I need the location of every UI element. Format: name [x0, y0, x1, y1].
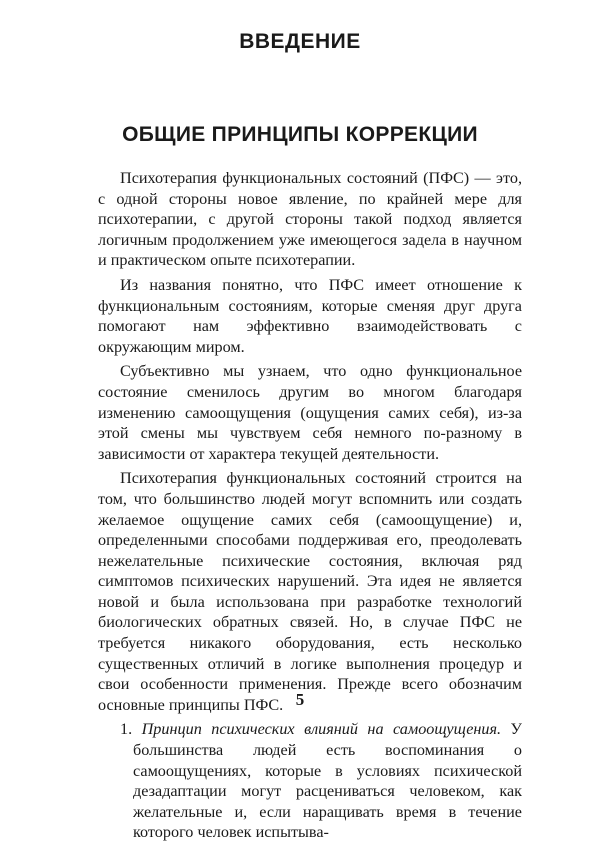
chapter-title: ВВЕДЕНИЕ: [239, 30, 361, 53]
paragraph-3: Субъективно мы узнаем, что одно функциональное состояние сменилось другим во многом благодаря изменению самоощущения (ощущения самих себя), из-за этой смены мы чувствуем себя немного по-разному в зависимости от характера текущей деятельности.: [98, 362, 522, 463]
section-title: ОБЩИЕ ПРИНЦИПЫ КОРРЕКЦИИ: [122, 123, 478, 146]
paragraph-4: Психотерапия функциональных состояний строится на том, что большинство людей могут вспомнить или создать желаемое ощущение самих себя (самоощущение) и, определенными способами поддерживая его, преодолевать нежелательные психические состояния, включая ряд симптомов психических нарушений. Эта идея не является новой и была использована при разработке технологий биологических обратных связей. Но, в случае ПФС не требуется никакого оборудования, есть несколько существенных отличий в логике выполнения процедур и свои особенности применения. Прежде всего обозначим основные принципы ПФС.: [98, 469, 522, 714]
body-text: [98, 168, 522, 843]
page-number: 5: [295, 690, 305, 709]
list-item-number: 1.: [120, 720, 133, 739]
paragraph-1: Психотерапия функциональных состояний (ПФС) — это, с одной стороны новое явление, по крайней мере для психотерапии, с другой стороны такой подход является логичным продолжением уже имеющегося задела в научном и практическом опыте психотерапии.: [98, 169, 522, 270]
paragraph-2: Из названия понятно, что ПФС имеет отношение к функциональным состояниям, которые сменяя друг друга помогают нам эффективно взаимодействовать с окружающим миром.: [98, 275, 522, 356]
list-item-text: У большинства людей есть воспоминания о самоощущениях, которые в условиях психической дезадаптации могут расцениваться человеком, как желательные и, если наращивать время в течение которого человек испытыва-: [133, 720, 523, 842]
list-item-title: Принцип психических влияний на самоощущения.: [141, 720, 502, 739]
list-item-1: [98, 719, 522, 843]
